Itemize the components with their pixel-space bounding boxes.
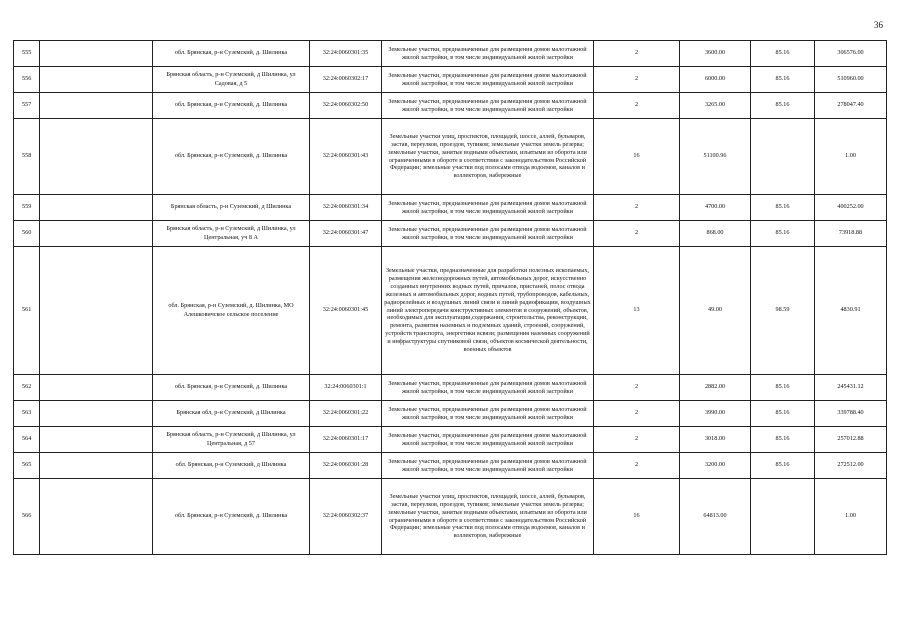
area-cell: 3200.00 — [680, 453, 751, 479]
empty-cell — [40, 427, 153, 453]
table-row — [14, 119, 887, 195]
cadastral-number-cell: 32:24:0060301:22 — [310, 401, 382, 427]
land-purpose-cell: Земельные участки, предназначенные для разработки полезных ископаемых, размещения железнодорожных путей, автомобильных дорог, искусственно созданных внутренних водных путей, причалов, пристаней, полос отвода железных и автомобильных дорог, водных путей, трубопроводов, кабельных, радиорелейных и воздушных линий связи и линий радиофикации, воздушных линий электропередачи конструктивных элементов и сооружений, объектов, необходимых для эксплуатации,содержания, строительства, реконструкции, ремонта, развития наземных и подземных зданий, строений, сооружений, устройств транспорта, энергетики всвязи; размещения наземных сооружений и инфраструктуры спутниковой связи, объектов космической деятельности, военных объектов — [382, 247, 594, 375]
row-number: 562 — [14, 375, 40, 401]
row-number: 566 — [14, 479, 40, 555]
land-purpose-cell: Земельные участки, предназначенные для размещения домов малоэтажной жилой застройки, в том числе индивидуальной жилой застройки — [382, 453, 594, 479]
group-number-cell: 2 — [594, 93, 680, 119]
group-number-cell: 13 — [594, 247, 680, 375]
cadastral-value-cell: 306576.00 — [815, 41, 887, 67]
cadastral-number-cell: 32:24:0060301:45 — [310, 247, 382, 375]
group-number-cell: 2 — [594, 453, 680, 479]
area-cell: 49.00 — [680, 247, 751, 375]
land-purpose-cell: Земельные участки, предназначенные для размещения домов малоэтажной жилой застройки, в том числе индивидуальной жилой застройки — [382, 41, 594, 67]
empty-cell — [40, 67, 153, 93]
address-cell: обл. Брянская, р-н Суземский, д Шилинка — [153, 453, 310, 479]
cadastral-number-cell: 32:24:0060301:35 — [310, 41, 382, 67]
address-cell: обл. Брянская, р-н Суземский, д. Шилинка — [153, 119, 310, 195]
empty-cell — [40, 221, 153, 247]
cadastral-number-cell: 32:24:0060302:50 — [310, 93, 382, 119]
group-number-cell: 2 — [594, 427, 680, 453]
specific-value-cell: 85.16 — [751, 375, 815, 401]
table-row — [14, 93, 887, 119]
cadastral-number-cell: 32:24:0060301:47 — [310, 221, 382, 247]
land-purpose-cell: Земельные участки, предназначенные для размещения домов малоэтажной жилой застройки, в том числе индивидуальной жилой застройки — [382, 401, 594, 427]
address-cell: обл. Брянская, р-н Суземский, д. Шилинка — [153, 375, 310, 401]
table-row — [14, 453, 887, 479]
specific-value-cell: 85.16 — [751, 427, 815, 453]
table-row — [14, 427, 887, 453]
row-number: 559 — [14, 195, 40, 221]
area-cell: 64813.00 — [680, 479, 751, 555]
empty-cell — [40, 453, 153, 479]
cadastral-value-cell: 278047.40 — [815, 93, 887, 119]
table-row — [14, 195, 887, 221]
cadastral-value-cell: 4830.91 — [815, 247, 887, 375]
land-purpose-cell: Земельные участки, предназначенные для размещения домов малоэтажной жилой застройки, в том числе индивидуальной жилой застройки — [382, 221, 594, 247]
land-purpose-cell: Земельные участки, предназначенные для размещения домов малоэтажной жилой застройки, в том числе индивидуальной жилой застройки — [382, 375, 594, 401]
address-cell: обл. Брянская, р-н Суземский, д. Шилинка — [153, 41, 310, 67]
area-cell: 868.00 — [680, 221, 751, 247]
cadastral-number-cell: 32:24:0060301:34 — [310, 195, 382, 221]
land-purpose-cell: Земельные участки, предназначенные для размещения домов малоэтажной жилой застройки, в том числе индивидуальной жилой застройки — [382, 93, 594, 119]
row-number: 558 — [14, 119, 40, 195]
specific-value-cell: 85.16 — [751, 221, 815, 247]
cadastral-value-cell: 339788.40 — [815, 401, 887, 427]
table-row — [14, 41, 887, 67]
empty-cell — [40, 479, 153, 555]
area-cell: 6000.00 — [680, 67, 751, 93]
table-row — [14, 247, 887, 375]
cadastral-value-cell: 245431.12 — [815, 375, 887, 401]
cadastral-value-cell: 510960.00 — [815, 67, 887, 93]
cadastral-number-cell: 32:24:0060301:28 — [310, 453, 382, 479]
cadastral-number-cell: 32:24:0060301:17 — [310, 427, 382, 453]
group-number-cell: 2 — [594, 221, 680, 247]
address-cell: обл. Брянская, р-н Суземский, д. Шилинка — [153, 93, 310, 119]
table-row — [14, 479, 887, 555]
table-row — [14, 375, 887, 401]
cadastral-value-cell: 400252.00 — [815, 195, 887, 221]
row-number: 555 — [14, 41, 40, 67]
table-row — [14, 401, 887, 427]
area-cell: 51100.96 — [680, 119, 751, 195]
area-cell: 3990.00 — [680, 401, 751, 427]
area-cell: 3600.00 — [680, 41, 751, 67]
group-number-cell: 16 — [594, 119, 680, 195]
table-row — [14, 221, 887, 247]
table-row — [14, 67, 887, 93]
cadastral-value-table — [13, 40, 887, 555]
row-number: 556 — [14, 67, 40, 93]
cadastral-number-cell: 32:24:0060302:37 — [310, 479, 382, 555]
area-cell: 2882.00 — [680, 375, 751, 401]
specific-value-cell: 85.16 — [751, 93, 815, 119]
cadastral-number-cell: 32:24:0060301:43 — [310, 119, 382, 195]
cadastral-number-cell: 32:24:0060301:1 — [310, 375, 382, 401]
group-number-cell: 2 — [594, 67, 680, 93]
empty-cell — [40, 195, 153, 221]
empty-cell — [40, 401, 153, 427]
row-number: 557 — [14, 93, 40, 119]
empty-cell — [40, 247, 153, 375]
cadastral-value-cell: 272512.00 — [815, 453, 887, 479]
page-number: 36 — [874, 20, 883, 30]
address-cell: Брянская область, р-н Суземский, д Шилинка, ул Садовая, д 5 — [153, 67, 310, 93]
row-number: 563 — [14, 401, 40, 427]
land-purpose-cell: Земельные участки улиц, проспектов, площадей, шоссе, аллей, бульваров, застав, переулков, проездов, тупиков; земельные участки земель резерва; земельные участки, занятые водными объектами, изъятыми из оборота или ограниченными в обороте в соответствии с законодательством Российской Федерации; земельные участки под полосами отвода водоемов, каналов и коллекторов, набережные — [382, 119, 594, 195]
address-cell: обл. Брянская, р-н Суземский, д. Шилинка, МО Алешковичское сельское поселение — [153, 247, 310, 375]
cadastral-number-cell: 32:24:0060302:17 — [310, 67, 382, 93]
group-number-cell: 2 — [594, 195, 680, 221]
area-cell: 3265.00 — [680, 93, 751, 119]
specific-value-cell: 85.16 — [751, 195, 815, 221]
table-body — [14, 41, 887, 555]
group-number-cell: 16 — [594, 479, 680, 555]
specific-value-cell — [751, 479, 815, 555]
area-cell: 4700.00 — [680, 195, 751, 221]
land-purpose-cell: Земельные участки, предназначенные для размещения домов малоэтажной жилой застройки, в том числе индивидуальной жилой застройки — [382, 427, 594, 453]
group-number-cell: 2 — [594, 401, 680, 427]
specific-value-cell: 85.16 — [751, 41, 815, 67]
cadastral-value-cell: 1.00 — [815, 119, 887, 195]
row-number: 565 — [14, 453, 40, 479]
specific-value-cell: 85.16 — [751, 67, 815, 93]
specific-value-cell: 85.16 — [751, 401, 815, 427]
address-cell: обл. Брянская, р-н Суземский, д. Шилинка — [153, 479, 310, 555]
land-purpose-cell: Земельные участки, предназначенные для размещения домов малоэтажной жилой застройки, в том числе индивидуальной жилой застройки — [382, 195, 594, 221]
land-purpose-cell: Земельные участки улиц, проспектов, площадей, шоссе, аллей, бульваров, застав, переулков, проездов, тупиков; земельные участки земель резерва; земельные участки, занятые водными объектами, изъятыми из оборота или ограниченными в обороте в соответствии с законодательством Российской Федерации; земельные участки под полосами отвода водоемов, каналов и коллекторов, набережные — [382, 479, 594, 555]
row-number: 561 — [14, 247, 40, 375]
empty-cell — [40, 41, 153, 67]
row-number: 560 — [14, 221, 40, 247]
group-number-cell: 2 — [594, 375, 680, 401]
empty-cell — [40, 119, 153, 195]
specific-value-cell — [751, 119, 815, 195]
row-number: 564 — [14, 427, 40, 453]
address-cell: Брянская обл, р-н Суземский, д Шилинка — [153, 401, 310, 427]
cadastral-value-cell: 73918.88 — [815, 221, 887, 247]
area-cell: 3018.00 — [680, 427, 751, 453]
specific-value-cell: 85.16 — [751, 453, 815, 479]
empty-cell — [40, 93, 153, 119]
address-cell: Брянская область, р-н Суземский, д Шилинка, ул Центральная, уч 8 А — [153, 221, 310, 247]
specific-value-cell: 98.59 — [751, 247, 815, 375]
address-cell: Брянская область, р-н Суземский, д Шилинка — [153, 195, 310, 221]
land-purpose-cell: Земельные участки, предназначенные для размещения домов малоэтажной жилой застройки, в том числе индивидуальной жилой застройки — [382, 67, 594, 93]
cadastral-value-cell: 257012.88 — [815, 427, 887, 453]
cadastral-value-cell: 1.00 — [815, 479, 887, 555]
address-cell: Брянская область, р-н Суземский, д Шилинка, ул Центральная, д 57 — [153, 427, 310, 453]
group-number-cell: 2 — [594, 41, 680, 67]
empty-cell — [40, 375, 153, 401]
